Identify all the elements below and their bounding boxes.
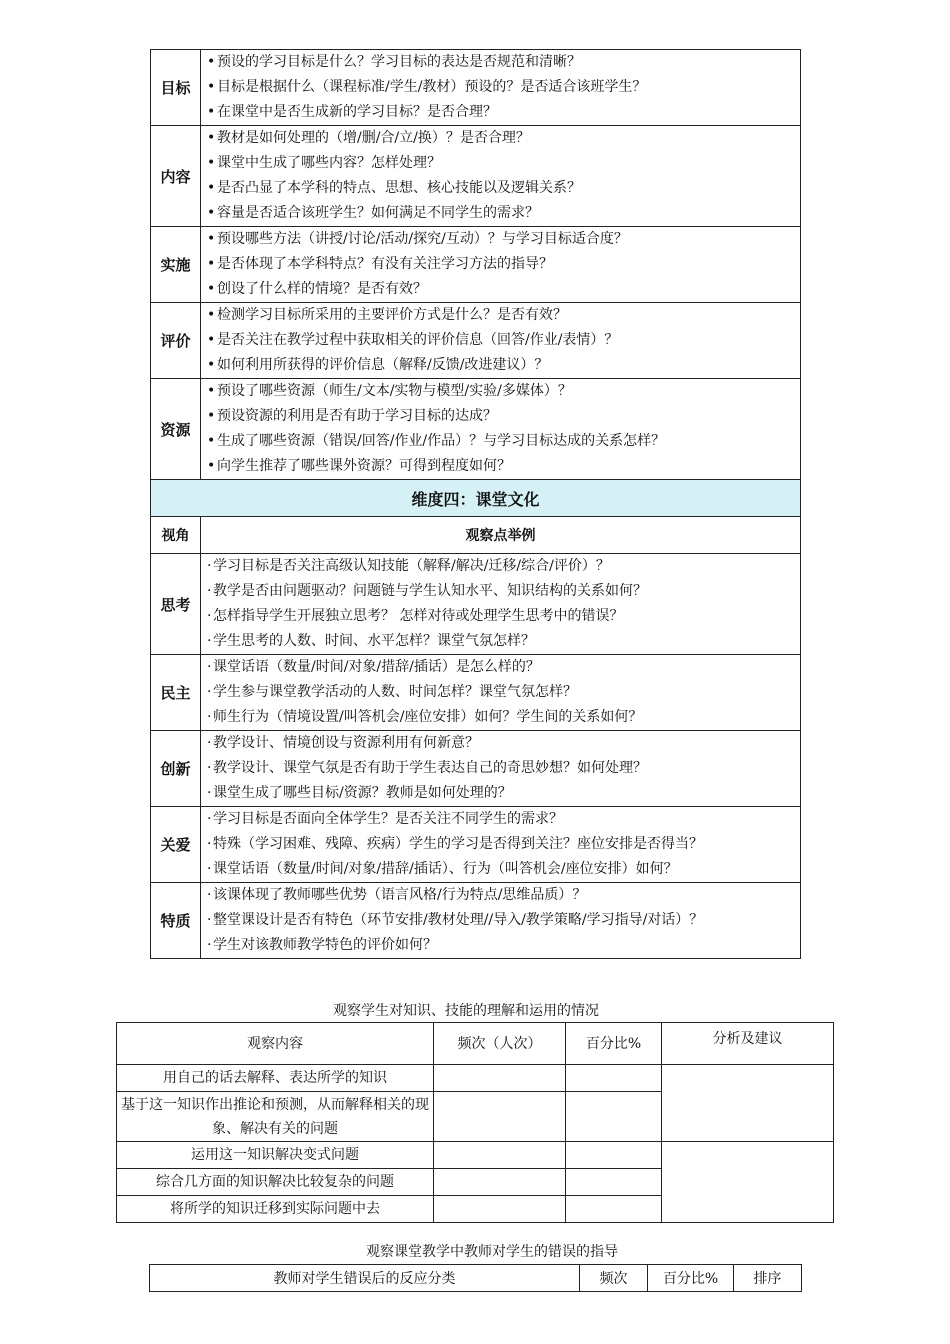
observation-point	[207, 303, 800, 328]
observation-point	[207, 680, 800, 705]
observation-point	[207, 705, 800, 730]
observation-point	[207, 353, 800, 378]
observation-point-text: 预设的学习目标是什么？学习目标的表达是否规范和清晰？	[217, 54, 581, 70]
error-guidance-table	[149, 1264, 802, 1292]
observation-point-text: 课堂中生成了哪些内容？怎样处理？	[217, 155, 441, 171]
bullet-icon: •	[207, 383, 216, 399]
bullet-icon: ·	[207, 558, 212, 574]
observation-point	[207, 731, 800, 756]
bullet-icon: ·	[207, 937, 212, 953]
bullet-icon: •	[207, 281, 216, 297]
observation-point	[207, 629, 800, 654]
observation-point	[207, 151, 800, 176]
bullet-icon: •	[207, 130, 216, 146]
observation-point-text: 教学设计、课堂气氛是否有助于学生表达自己的奇思妙想？如何处理？	[213, 760, 647, 776]
table2-header-frequency: 频次（人次）	[434, 1023, 566, 1065]
observation-row	[151, 227, 801, 303]
observation-row	[151, 731, 801, 807]
observation-point-text: 教学设计、情境创设与资源利用有何新意？	[213, 735, 479, 751]
bullet-icon: •	[207, 180, 216, 196]
observation-point-text: 如何利用所获得的评价信息（解释/反馈/改进建议）？	[217, 357, 549, 373]
points-header: 观察点举例	[201, 517, 801, 554]
table3-header-frequency: 频次	[580, 1265, 648, 1292]
observation-points	[201, 227, 801, 303]
observation-point	[207, 227, 800, 252]
table2-row-frequency	[434, 1196, 566, 1223]
observation-point-text: 预设资源的利用是否有助于学习目标的达成？	[217, 408, 497, 424]
observation-points	[201, 807, 801, 883]
observation-point	[207, 429, 800, 454]
observation-label: 内容	[151, 126, 201, 227]
observation-point-text: 教学是否由问题驱动？问题链与学生认知水平、知识结构的关系如何？	[213, 583, 647, 599]
table2-header-content: 观察内容	[117, 1023, 434, 1065]
table2-row-frequency	[434, 1169, 566, 1196]
observation-point-text: 学习目标是否关注高级认知技能（解释/解决/迁移/综合/评价）？	[213, 558, 610, 574]
observation-point-text: 学习目标是否面向全体学生？是否关注不同学生的需求？	[213, 811, 563, 827]
bullet-icon: ·	[207, 608, 212, 624]
table2-row-content: 基于这一知识作出推论和预测，从而解释相关的现象、解决有关的问题	[117, 1092, 434, 1142]
observation-point	[207, 933, 800, 958]
observation-label: 关爱	[151, 807, 201, 883]
table2-row-frequency	[434, 1065, 566, 1092]
observation-point	[207, 404, 800, 429]
bullet-icon: ·	[207, 785, 212, 801]
observation-point	[207, 857, 800, 882]
observation-point	[207, 756, 800, 781]
observation-point	[207, 50, 800, 75]
observation-row	[151, 50, 801, 126]
observation-point	[207, 176, 800, 201]
bullet-icon: ·	[207, 811, 212, 827]
observation-points	[201, 731, 801, 807]
bullet-icon: •	[207, 332, 216, 348]
observation-point	[207, 454, 800, 479]
observation-point	[207, 252, 800, 277]
observation-row	[151, 303, 801, 379]
dimension-title: 维度四：课堂文化	[151, 480, 801, 517]
observation-point-text: 整堂课设计是否有特色（环节安排/教材处理//导入/教学策略/学习指导/对话）？	[213, 912, 704, 928]
bullet-icon: ·	[207, 684, 212, 700]
observation-points	[201, 554, 801, 655]
bullet-icon: •	[207, 231, 216, 247]
table2-row-percent	[566, 1196, 662, 1223]
observation-point-text: 目标是根据什么（课程标准/学生/教材）预设的？是否适合该班学生？	[217, 79, 647, 95]
observation-point-text: 课堂话语（数量/时间/对象/措辞/插话）是怎么样的？	[213, 659, 540, 675]
table3-caption: 观察课堂教学中教师对学生的错误的指导	[366, 1244, 618, 1260]
observation-row	[151, 655, 801, 731]
observation-table-bottom	[151, 554, 801, 959]
observation-row	[151, 807, 801, 883]
bullet-icon: •	[207, 155, 216, 171]
observation-point	[207, 604, 800, 629]
observation-label: 特质	[151, 883, 201, 959]
bullet-icon: •	[207, 79, 216, 95]
observation-row	[151, 554, 801, 655]
observation-point-text: 预设哪些方法（讲授/讨论/活动/探究/互动）？与学习目标适合度？	[217, 231, 628, 247]
table2-row-percent	[566, 1142, 662, 1169]
observation-row	[151, 126, 801, 227]
bullet-icon: •	[207, 458, 216, 474]
bullet-icon: ·	[207, 861, 212, 877]
observation-point	[207, 781, 800, 806]
observation-point	[207, 554, 800, 579]
observation-table	[150, 49, 801, 959]
bullet-icon: •	[207, 433, 216, 449]
observation-point-text: 创设了什么样的情境？是否有效？	[217, 281, 427, 297]
observation-point	[207, 379, 800, 404]
observation-point-text: 该课体现了教师哪些优势（语言风格/行为特点/思维品质）？	[213, 887, 587, 903]
view-header: 视角	[151, 517, 201, 554]
table2-caption: 观察学生对知识、技能的理解和运用的情况	[333, 1003, 599, 1019]
observation-point	[207, 655, 800, 680]
table2-row-frequency	[434, 1092, 566, 1142]
table2-row-frequency	[434, 1142, 566, 1169]
observation-label: 民主	[151, 655, 201, 731]
table2-row-content: 将所学的知识迁移到实际问题中去	[117, 1196, 434, 1223]
observation-points	[201, 883, 801, 959]
observation-point-text: 学生对该教师教学特色的评价如何？	[213, 937, 437, 953]
table2-row-percent	[566, 1169, 662, 1196]
bullet-icon: ·	[207, 659, 212, 675]
dimension-section	[151, 480, 801, 554]
table2-row-percent	[566, 1092, 662, 1142]
observation-point-text: 检测学习目标所采用的主要评价方式是什么？是否有效？	[217, 307, 567, 323]
bullet-icon: ·	[207, 760, 212, 776]
observation-point	[207, 126, 800, 151]
observation-point-text: 特殊（学习困难、残障、疾病）学生的学习是否得到关注？座位安排是否得当？	[213, 836, 703, 852]
bullet-icon: •	[207, 408, 216, 424]
observation-label: 资源	[151, 379, 201, 480]
observation-point-text: 怎样指导学生开展独立思考？ 怎样对待或处理学生思考中的错误？	[213, 608, 624, 624]
observation-point-text: 是否体现了本学科特点？有没有关注学习方法的指导？	[217, 256, 553, 272]
bullet-icon: •	[207, 256, 216, 272]
table2-analysis-cell	[662, 1065, 834, 1142]
observation-points	[201, 303, 801, 379]
observation-row	[151, 883, 801, 959]
table2-header-analysis: 分析及建议	[662, 1023, 834, 1065]
bullet-icon: •	[207, 357, 216, 373]
observation-point-text: 课堂生成了哪些目标/资源？教师是如何处理的？	[213, 785, 512, 801]
observation-point-text: 学生参与课堂教学活动的人数、时间怎样？课堂气氛怎样？	[213, 684, 577, 700]
observation-label: 目标	[151, 50, 201, 126]
table2-row-content: 用自己的话去解释、表达所学的知识	[117, 1065, 434, 1092]
observation-point	[207, 75, 800, 100]
observation-label: 评价	[151, 303, 201, 379]
observation-point-text: 学生思考的人数、时间、水平怎样？课堂气氛怎样？	[213, 633, 535, 649]
bullet-icon: ·	[207, 735, 212, 751]
observation-point	[207, 100, 800, 125]
observation-row	[151, 379, 801, 480]
observation-point-text: 生成了哪些资源（错误/回答/作业/作品）？与学习目标达成的关系怎样？	[217, 433, 666, 449]
observation-point	[207, 277, 800, 302]
observation-points	[201, 379, 801, 480]
understanding-table	[116, 1022, 834, 1223]
observation-point	[207, 328, 800, 353]
bullet-icon: •	[207, 54, 216, 70]
observation-label: 实施	[151, 227, 201, 303]
bullet-icon: ·	[207, 836, 212, 852]
table2-row-content: 运用这一知识解决变式问题	[117, 1142, 434, 1169]
table2-analysis-cell	[662, 1142, 834, 1223]
bullet-icon: ·	[207, 912, 212, 928]
bullet-icon: ·	[207, 887, 212, 903]
observation-point	[207, 579, 800, 604]
table2-row-percent	[566, 1065, 662, 1092]
bullet-icon: ·	[207, 633, 212, 649]
observation-point	[207, 883, 800, 908]
observation-point-text: 容量是否适合该班学生？如何满足不同学生的需求？	[217, 205, 539, 221]
bullet-icon: ·	[207, 583, 212, 599]
observation-points	[201, 50, 801, 126]
bullet-icon: •	[207, 104, 216, 120]
table2-header-percent: 百分比%	[566, 1023, 662, 1065]
observation-points	[201, 655, 801, 731]
table3-header-percent: 百分比%	[648, 1265, 734, 1292]
observation-label: 思考	[151, 554, 201, 655]
observation-point	[207, 908, 800, 933]
observation-point-text: 是否凸显了本学科的特点、思想、核心技能以及逻辑关系？	[217, 180, 581, 196]
observation-point-text: 预设了哪些资源（师生/文本/实物与模型/实验/多媒体）？	[217, 383, 572, 399]
observation-point	[207, 832, 800, 857]
observation-point-text: 在课堂中是否生成新的学习目标？是否合理？	[217, 104, 497, 120]
observation-point-text: 向学生推荐了哪些课外资源？可得到程度如何？	[217, 458, 511, 474]
observation-point-text: 课堂话语（数量/时间/对象/措辞/插话）、行为（叫答机会/座位安排）如何？	[213, 861, 678, 877]
table2-row-content: 综合几方面的知识解决比较复杂的问题	[117, 1169, 434, 1196]
observation-table-top	[151, 50, 801, 480]
observation-point-text: 师生行为（情境设置/叫答机会/座位安排）如何？学生间的关系如何？	[213, 709, 643, 725]
bullet-icon: ·	[207, 709, 212, 725]
observation-point	[207, 807, 800, 832]
table3-header-rank: 排序	[734, 1265, 802, 1292]
observation-point-text: 是否关注在教学过程中获取相关的评价信息（回答/作业/表情）？	[217, 332, 619, 348]
bullet-icon: •	[207, 307, 216, 323]
observation-point	[207, 201, 800, 226]
observation-points	[201, 126, 801, 227]
observation-point-text: 教材是如何处理的（增/删/合/立/换）？是否合理？	[217, 130, 530, 146]
table3-header-category: 教师对学生错误后的反应分类	[150, 1265, 580, 1292]
bullet-icon: •	[207, 205, 216, 221]
observation-label: 创新	[151, 731, 201, 807]
